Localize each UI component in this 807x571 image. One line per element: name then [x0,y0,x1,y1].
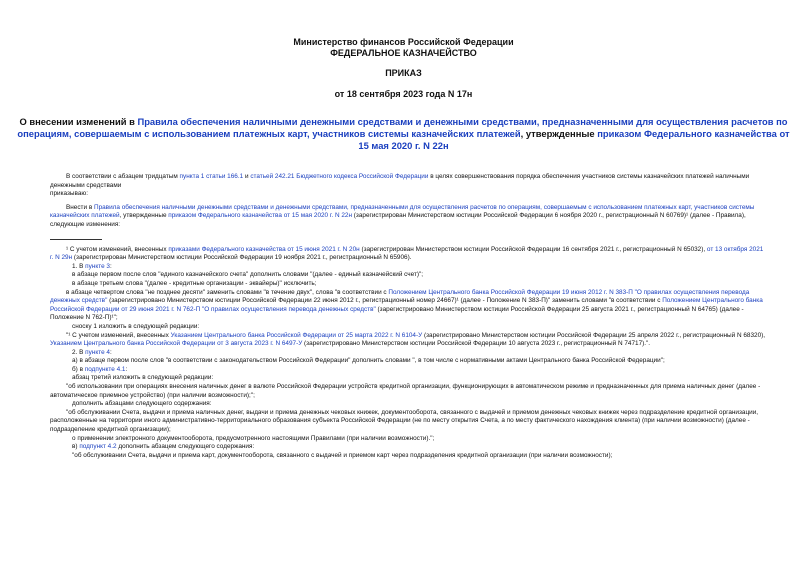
subpoint-4-1-link[interactable]: подпункте 4.1 [84,365,126,373]
document-header [0,37,807,59]
point-3-link[interactable]: пункте 3 [85,262,110,270]
order-29n-link[interactable]: от 13 октября 2021 г. N 29н [50,245,764,262]
footnote-divider [50,239,102,240]
order-word: приказываю: [50,190,88,198]
item-2: 2. В пункте 4: [72,348,112,356]
article-166-link[interactable]: пункта 1 статьи 166.1 [179,173,244,180]
item-1-paragraph: в абзаце четвертом слова "не позднее десяти" заменить словами "в течение двух", слова "в соответствии с Положением Центрального банка Российской Федерации 19 июня 2012 г. N 383-П "О правилах осуществления перевода денежных средств" (зарегистрировано Министерством юстиции Российской Федерации 22 июня 2012 г., регистрационный номер 24667)¹ (далее - Положение N 383-П)" заменить словами "в соответствии с Положением Центрального банка Российской Федерации от 29 июня 2021 г. N 762-П "О правилах осуществления перевода денежных средств" (зарегистрировано Министерством юстиции Российской Федерации 25 августа 2021 г., регистрационный N 64765) (далее - Положение N 762-П)¹"; [50,288,763,322]
rules-link[interactable]: Правила обеспечения наличными денежными средствами и денежными средствами, предназначенными для осуществления расчетов по операциям, совершаемым с использованием платежных карт, участников системы казначейских платежей [17,116,788,139]
budget-code-link[interactable]: статьей 242.21 Бюджетного кодекса Российской Федерации [250,173,429,180]
rules-link[interactable]: Правила обеспечения наличными денежными средствами и денежными средствами, предназначенными для осуществления расчетов по операциям, совершаемым с использованием платежных карт, участников системы казначейских платежей [50,203,755,220]
item-2-paragraph: "об обслуживании Счета, выдачи и приема карт, документооборота, связанного с выдачей и приемом карт через подразделения кредитной организации (при наличии возможности); [72,451,613,459]
document-date-number: от 18 сентября 2023 года N 17н [334,89,473,99]
order-link[interactable]: приказом Федерального казначейства от 15 мая 2020 г. N 22н [168,212,353,220]
item-2-paragraph: абзац третий изложить в следующей редакции: [72,374,214,382]
item-2-paragraph: "об обслуживании Счета, выдачи и приема наличных денег, выдачи и приема денежных чековых книжек, документооборота, связанного с выдачей и приемом денежных чековых книжек через подразделение кредитной организации, расположенные на территории иного административно-территориального образования субъекта Российской Федерации (не по месту открытия Счета, а по месту фактического нахождения клиента) (при наличии возможности) (далее - подразделение кредитной организации); [50,408,759,434]
item-1: 1. В пункте 3: [72,262,112,270]
document-subject [16,116,791,152]
document-type: ПРИКАЗ [385,68,422,78]
item-2-paragraph: а) в абзаце первом после слов "в соответствии с законодательством Российской Федерации" дополнить словами ", в том числе с нормативными актами Центрального банка Российской Федерации"; [72,357,665,365]
item-2-paragraph: о применении электронного документооборота, предусмотренного настоящими Правилами (при наличии возможности)."; [72,434,435,442]
item-2-paragraph: "об использовании при операциях внесения наличных денег в валюте Российской Федерации устройств кредитной организации, функционирующих в автоматическом режиме и предназначенных для приема наличных денег (далее - автоматическое приемное устройство) (при наличии возможности);"; [50,383,761,399]
item-2-paragraph: б) в подпункте 4.1: [72,365,128,373]
item-1-paragraph: "¹ С учетом изменений, внесенных Указанием Центрального банка Российской Федерации от 25 марта 2022 г. N 6104-У (зарегистрировано Министерством юстиции Российской Федерации 25 апреля 2022 г., регистрационный N 68320), Указанием Центрального банка Российской Федерации от 3 августа 2023 г. N 6497-У (зарегистрировано Министерством юстиции Российской Федерации 10 августа 2023 г., регистрационный N 74717).". [50,331,766,348]
subpoint-4-2-link[interactable]: подпункт 4.2 [79,443,117,451]
regulation-383p-link[interactable]: Положением Центрального банка Российской Федерации 19 июня 2012 г. N 383-П "О правилах осуществления перевода денежных средств" [50,288,750,305]
preamble-paragraph: В соответствии с абзацем тридцатым пункта 1 статьи 166.1 и статьей 242.21 Бюджетного кодекса Российской Федерации в целях совершенствования порядка обеспечения участников системы казначейских платежей наличными денежными средствами [50,173,750,189]
directive-6497u-link[interactable]: Указанием Центрального банка Российской Федерации от 3 августа 2023 г. N 6497-У [50,340,303,348]
regulation-762p-link[interactable]: Положением Центрального банка Российской Федерации от 29 июня 2021 г. N 762-П "О правилах осуществления перевода денежных средств" [50,297,763,313]
item-2-paragraph: в) подпункт 4.2 дополнить абзацем следующего содержания: [72,443,255,451]
agency-name: ФЕДЕРАЛЬНОЕ КАЗНАЧЕЙСТВО [330,48,477,58]
subject-text: О внесении изменений в [19,116,138,127]
directive-6104u-link[interactable]: Указанием Центрального банка Российской Федерации от 25 марта 2022 г. N 6104-У [170,331,423,339]
amendment-paragraph: Внести в Правила обеспечения наличными денежными средствами и денежными средствами, предназначенными для осуществления расчетов по операциям, совершаемым с использованием платежных карт, участников системы казначейских платежей, утвержденные приказом Федерального казначейства от 15 мая 2020 г. N 22н (зарегистрирован Министерством юстиции Российской Федерации 6 ноября 2020 г., регистрационный N 60769)¹ (далее - Правила), следующие изменения: [50,203,755,228]
item-1-paragraph: сноску 1 изложить в следующей редакции: [72,322,200,330]
footnote: ¹ С учетом изменений, внесенных приказами Федерального казначейства от 15 июня 2021 г. N 20н (зарегистрирован Министерством юстиции Российской Федерации 16 сентября 2021 г., регистрационный N 65032), от 13 октября 2021 г. N 29н (зарегистрирован Министерством юстиции Российской Федерации 19 ноября 2021 г., регистрационный N 65906). [50,245,764,262]
order-link[interactable]: приказом Федерального казначейства от 15 мая 2020 г. N 22н [358,128,790,151]
item-2-paragraph: дополнить абзацами следующего содержания: [72,400,212,408]
ministry-name: Министерство финансов Российской Федерации [293,37,514,47]
document-body [50,173,768,460]
point-4-link[interactable]: пункте 4 [85,348,110,356]
subject-text: , утвержденные [520,128,598,139]
item-1-paragraph: в абзаце третьем слова "(далее - кредитные организации - эквайеры)" исключить; [72,279,317,287]
item-1-paragraph: в абзаце первом после слов "единого казначейского счета" дополнить словами "(далее - единый казначейский счет)"; [72,271,424,279]
treasury-orders-link[interactable]: приказами Федерального казначейства от 15 июня 2021 г. N 20н [168,245,360,253]
